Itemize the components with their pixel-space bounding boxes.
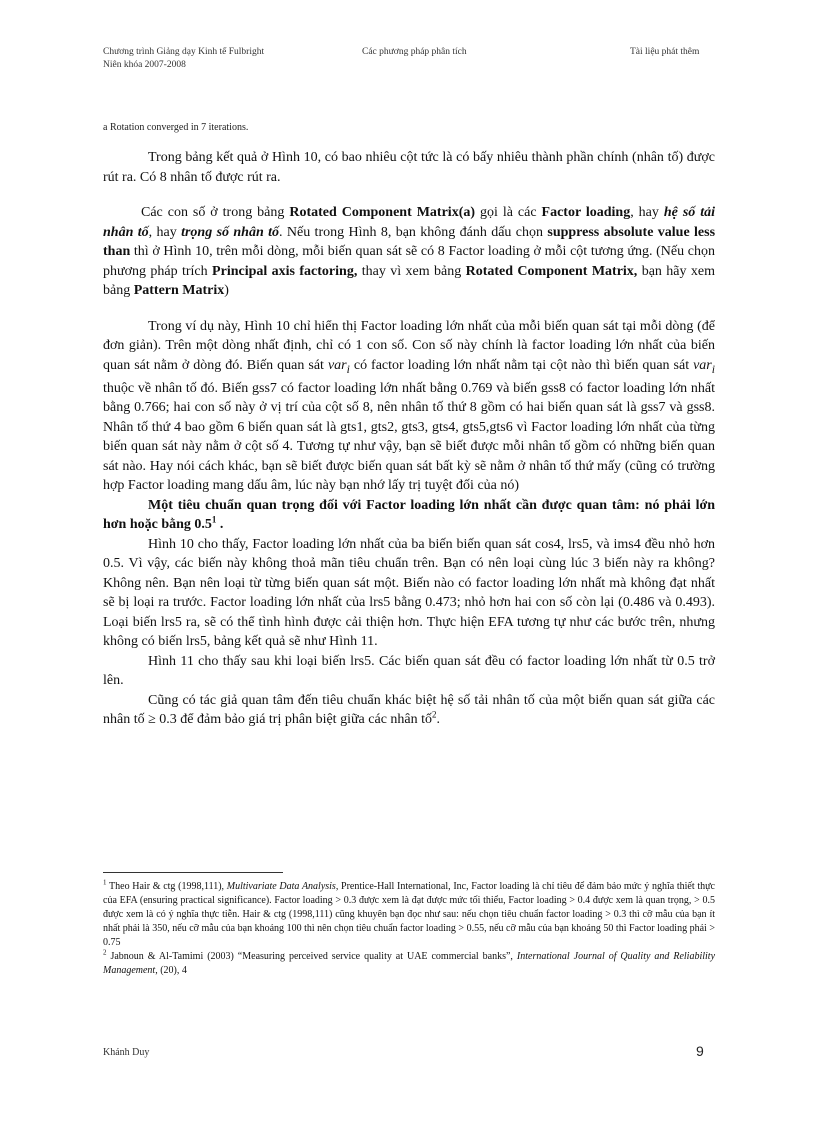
footer-author: Khánh Duy	[103, 1047, 150, 1058]
paragraph-criterion: Một tiêu chuẩn quan trọng đối với Factor loading lớn nhất cần được quan tâm: nó phải lớn hơn hoặc bằng $0.5^1$ .	[103, 497, 715, 533]
paragraph-7: Cũng có tác giả quan tâm đến tiêu chuẩn khác biệt hệ số tải nhân tố của một biến quan sát giữa các nhân tố ≥ 0.3 để đảm bảo giá trị phân biệt giữa các nhân tố$^2$.	[103, 692, 715, 728]
paragraph-6: Hình 11 cho thấy sau khi loại biến lrs5. Các biến quan sát đều có factor loading lớn nhất từ 0.5 trở lên.	[103, 653, 715, 689]
header-program: Chương trình Giảng dạy Kinh tế Fulbright	[103, 47, 265, 57]
header-left	[103, 46, 264, 72]
footnote-1: $^1$ Theo Hair & ctg (1998,111), Multivariate Data Analysis, Prentice-Hall International, Inc, Factor loading là chỉ tiêu để đảm bảo mức ý nghĩa thiết thực của EFA (ensuring practical significance). Factor loading > 0.3 được xem là đạt được mức tối thiểu, Factor loading > 0.4 được xem là quan trọng, > 0.5 được xem là có ý nghĩa thực tiễn. Hair & ctg (1998,111) cũng khuyên bạn đọc như sau: nếu chọn tiêu chuẩn factor loading > 0.3 thì cỡ mẫu của bạn ít nhất phải là 350, nếu cỡ mẫu của bạn khoảng 100 thì nên chọn tiêu chuẩn factor loading > 0.55, nếu cỡ mẫu của bạn khoảng 50 thì Factor loading phải > 0.75	[103, 878, 715, 948]
page-number: 9	[696, 1043, 704, 1059]
paragraph-3: Trong ví dụ này, Hình 10 chỉ hiển thị Factor loading lớn nhất của mỗi biến quan sát tại mỗi dòng (để đơn giản). Trên một dòng nhất định, chỉ có 1 con số. Con số này chính là factor loading lớn nhất của biến quan sát nằm ở dòng đó. Biến quan sát var$_i$ có factor loading lớn nhất nằm tại cột nào thì biến quan sát var$_i$ thuộc về nhân tố đó. Biến gss7 có factor loading lớn nhất bằng 0.769 và biến gss8 có factor loading lớn nhất bằng 0.766; hai con số này ở vị trí của cột số 8, nên nhân tố thứ 8 gồm có hai biến quan sát là gss7 và gss8. Nhân tố thứ 4 bao gồm 6 biến quan sát là gts1, gts2, gts3, gts4, gts5,gts6 vì Factor loading lớn nhất của từng biến quan sát này nằm ở cột số 4. Tương tự như vậy, bạn sẽ biết được mỗi nhân tố gồm có những biến quan sát nào. Hay nói cách khác, bạn sẽ biết được biến quan sát bất kỳ sẽ nằm ở nhân tố thứ mấy (cũng có trường hợp Factor loading mang dấu âm, lúc này bạn nhớ lấy trị tuyệt đối của nó)	[103, 318, 716, 494]
header-year: Niên khóa 2007-2008	[103, 60, 186, 70]
footnote-divider	[103, 872, 283, 873]
paragraph-5: Hình 10 cho thấy, Factor loading lớn nhất của ba biến biến quan sát cos4, lrs5, và ims4 đều nhỏ hơn 0.5. Vì vậy, các biến này không thoả mãn tiêu chuẩn trên. Bạn có nên loại cùng lúc 3 biến này ra không? Không nên. Bạn nên loại từ từng biến quan sát một. Biến nào có factor loading lớn nhất mà không đạt nhất sẽ bị loại ra trước. Factor loading lớn nhất của lrs5 bằng 0.473; nhỏ hơn hai con số còn lại (0.486 và 0.493). Loại biến lrs5 ra, sẽ có thể tình hình được cải thiện hơn. Thực hiện EFA tương tự như các bước trên, nhưng không có biến lrs5, bảng kết quả sẽ như Hình 11.	[103, 536, 715, 650]
header-doc-type: Tài liệu phát thêm	[630, 47, 700, 57]
table-note: a Rotation converged in 7 iterations.	[103, 122, 249, 133]
footnotes	[103, 880, 715, 978]
footnote-2: $^2$ Jabnoun & Al-Tamimi (2003) “Measuring perceived service quality at UAE commercial banks”, International Journal of Quality and Reliability Management, (20), 4	[103, 948, 716, 976]
paragraph-2: Các con số ở trong bảng Rotated Component Matrix(a) gọi là các Factor loading, hay hệ số tải nhân tố, hay trọng số nhân tố. Nếu trong Hình 8, bạn không đánh dấu chọn suppress absolute value less than thì ở Hình 10, trên mỗi dòng, mỗi biến quan sát sẽ có 8 Factor loading ở mỗi cột tương ứng. (Nếu chọn phương pháp trích Principal axis factoring, thay vì xem bảng Rotated Component Matrix, bạn hãy xem bảng Pattern Matrix)	[103, 205, 716, 298]
header-title: Các phương pháp phân tích	[362, 47, 467, 57]
paragraph-1: Trong bảng kết quả ở Hình 10, có bao nhiêu cột tức là có bấy nhiêu thành phần chính (nhân tố) được rút ra. Có 8 nhân tố được rút ra.	[103, 150, 715, 185]
body-text	[103, 148, 715, 730]
